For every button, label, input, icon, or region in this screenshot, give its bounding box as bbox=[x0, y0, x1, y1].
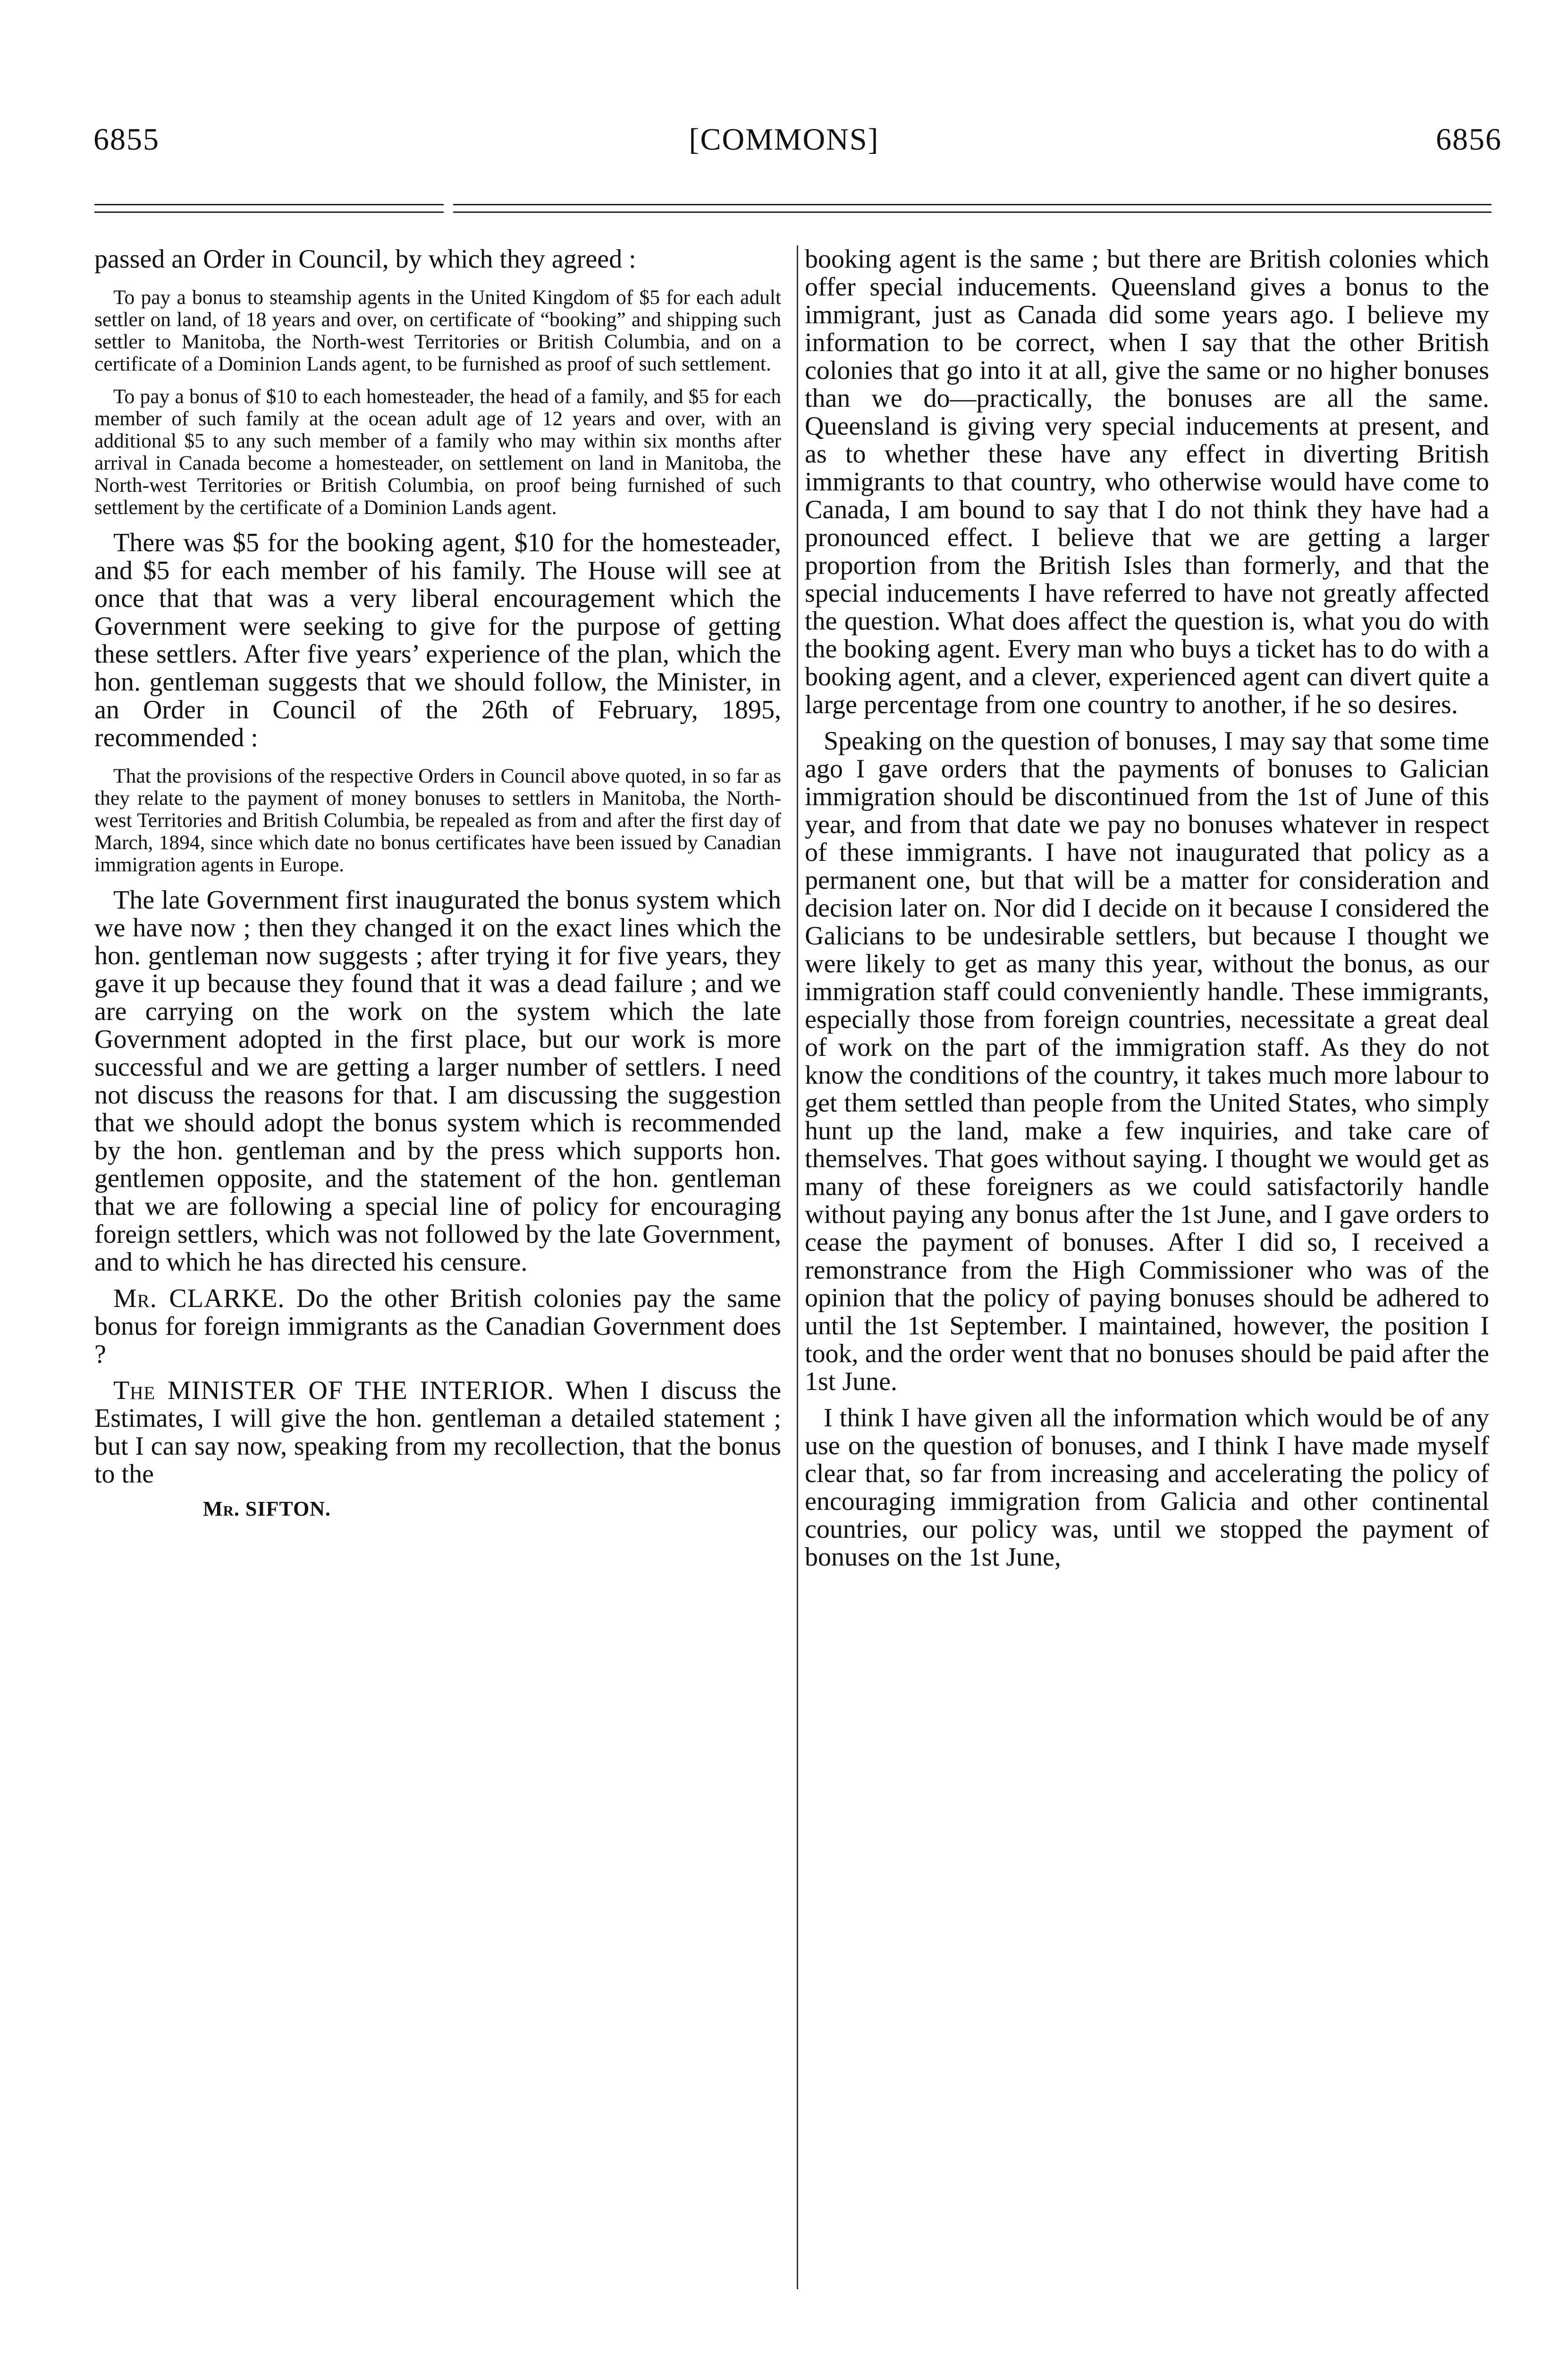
header-rule-left bbox=[94, 204, 444, 205]
page-number-left: 6855 bbox=[93, 122, 160, 157]
page-number-right: 6856 bbox=[1436, 122, 1502, 157]
quoted-order: To pay a bonus to steamship agents in the United Kingdom of $5 for each adult settler on land, of 18 years and over, on certificate of “booking” and shipping such settler to Manitoba, the North-west Territories or British Columbia, and on a certificate of a Dominion Lands agent, to be furnished as proof of such settlement. bbox=[94, 286, 781, 375]
paragraph: booking agent is the same ; but there are British colonies which offer special inducements. Queensland gives a bonus to the immigrant, just as Canada did some years ago. I believe my information to be correct, when I say that the other British colonies that go into it at all, give the same or no higher bonuses than we do—practically, the bonuses are all the same. Queensland is giving very special inducements at present, and as to whether these have any effect in diverting British immigrants to that country, who otherwise would have come to Canada, I am bound to say that I do not think they have had a pronounced effect. I believe that we are getting a larger proportion from the British Isles than formerly, and that the special inducements I have referred to have not greatly affected the question. What does affect the question is, what you do with the booking agent. Every man who buys a ticket has to do with a booking agent, and a clever, experienced agent can divert quite a large percentage from one country to another, if he so desires. bbox=[805, 244, 1489, 719]
paragraph: Speaking on the question of bonuses, I may say that some time ago I gave orders that the payments of bonuses to Galician immigration should be discontinued from the 1st of June of this year, and from that date we pay no bonuses whatever in respect of these immigrants. I have not inaugurated that policy as a permanent one, but that will be a matter for consideration and decision later on. Nor did I decide on it because I considered the Galicians to be undesirable settlers, but because I thought we were likely to get as many this year, without the bonus, as our immigration staff could conveniently handle. These immigrants, especially those from foreign countries, necessitate a great deal of work on the part of the immigration staff. As they do not know the conditions of the country, it takes much more labour to get them settled than people from the United States, who simply hunt up the land, make a few inquiries, and take care of themselves. That goes without saying. I thought we would get as many of these foreigners as we could satisfactorily handle without paying any bonus after the 1st June, and I gave orders to cease the payment of bonuses. After I did so, I received a remonstrance from the High Commissioner who was of the opinion that the policy of paying bonuses should be adhered to until the 1st September. I maintained, however, the position I took, and the order went that no bonuses should be paid after the 1st June. bbox=[805, 726, 1489, 1396]
quoted-order: To pay a bonus of $10 to each homesteader, the head of a family, and $5 for each member of such family at the ocean adult age of 12 years and over, with an additional $5 to any such member of a family who may within six months after arrival in Canada become a homesteader, on settlement on land in Manitoba, the North-west Territories or British Columbia, on proof being furnished of such settlement by the certificate of a Dominion Lands agent. bbox=[94, 385, 781, 519]
left-column bbox=[94, 245, 781, 1521]
header-rule-left-lower bbox=[94, 211, 444, 213]
page-header bbox=[0, 122, 1568, 174]
quoted-order: That the provisions of the respective Orders in Council above quoted, in so far as they relate to the payment of money bonuses to settlers in Manitoba, the North-west Territories and British Columbia, be repealed as from and after the first day of March, 1894, since which date no bonus certificates have been issued by Canadian immigration agents in Europe. bbox=[94, 765, 781, 876]
header-rule-right bbox=[453, 204, 1492, 205]
speaker-name: The MINISTER OF THE INTERIOR. bbox=[113, 1376, 554, 1405]
speech bbox=[94, 1377, 781, 1488]
column-divider bbox=[797, 245, 798, 2289]
right-column bbox=[805, 245, 1489, 1580]
paragraph: The late Government first inaugurated the bonus system which we have now ; then they changed it on the exact lines which the hon. gentleman now suggests ; after trying it for five years, they gave it up because they found that it was a dead failure ; and we are carrying on the work on the system which the late Government adopted in the first place, but our work is more successful and we are getting a larger number of settlers. I need not discuss the reasons for that. I am discussing the suggestion that we should adopt the bonus system which is recommended by the hon. gentleman and by the press which supports hon. gentlemen opposite, and the statement of the hon. gentleman that we are following a special line of policy for encouraging foreign settlers, which was not followed by the late Government, and to which he has directed his censure. bbox=[94, 885, 781, 1277]
speech-text: When I discuss the Estimates, I will give the hon. gentleman a detailed statement ; but I can say now, speaking from my recollection, that the bonus to the bbox=[94, 1376, 781, 1489]
header-rule-right-lower bbox=[453, 211, 1492, 213]
paragraph: I think I have given all the information which would be of any use on the question of bonuses, and I think I have made myself clear that, so far from increasing and accelerating the policy of encouraging immigration from Galicia and other continental countries, our policy was, until we stopped the payment of bonuses on the 1st June, bbox=[805, 1403, 1489, 1572]
paragraph: There was $5 for the booking agent, $10 for the homesteader, and $5 for each member of his family. The House will see at once that that was a very liberal encouragement which the Government were seeking to give for the purpose of getting these settlers. After five years’ experience of the plan, which the hon. gentleman suggests that we should follow, the Minister, in an Order in Council of the 26th of February, 1895, recommended : bbox=[94, 528, 781, 752]
speech bbox=[94, 1285, 781, 1368]
paragraph: passed an Order in Council, by which they agreed : bbox=[94, 244, 636, 274]
page-footer-speaker: Mr. SIFTON. bbox=[203, 1497, 331, 1520]
running-head: [COMMONS] bbox=[689, 122, 879, 157]
speech-text: Do the other British colonies pay the same bonus for foreign immigrants as the Canadian Government does ? bbox=[94, 1284, 782, 1369]
speaker-name: Mr. CLARKE. bbox=[113, 1284, 285, 1313]
